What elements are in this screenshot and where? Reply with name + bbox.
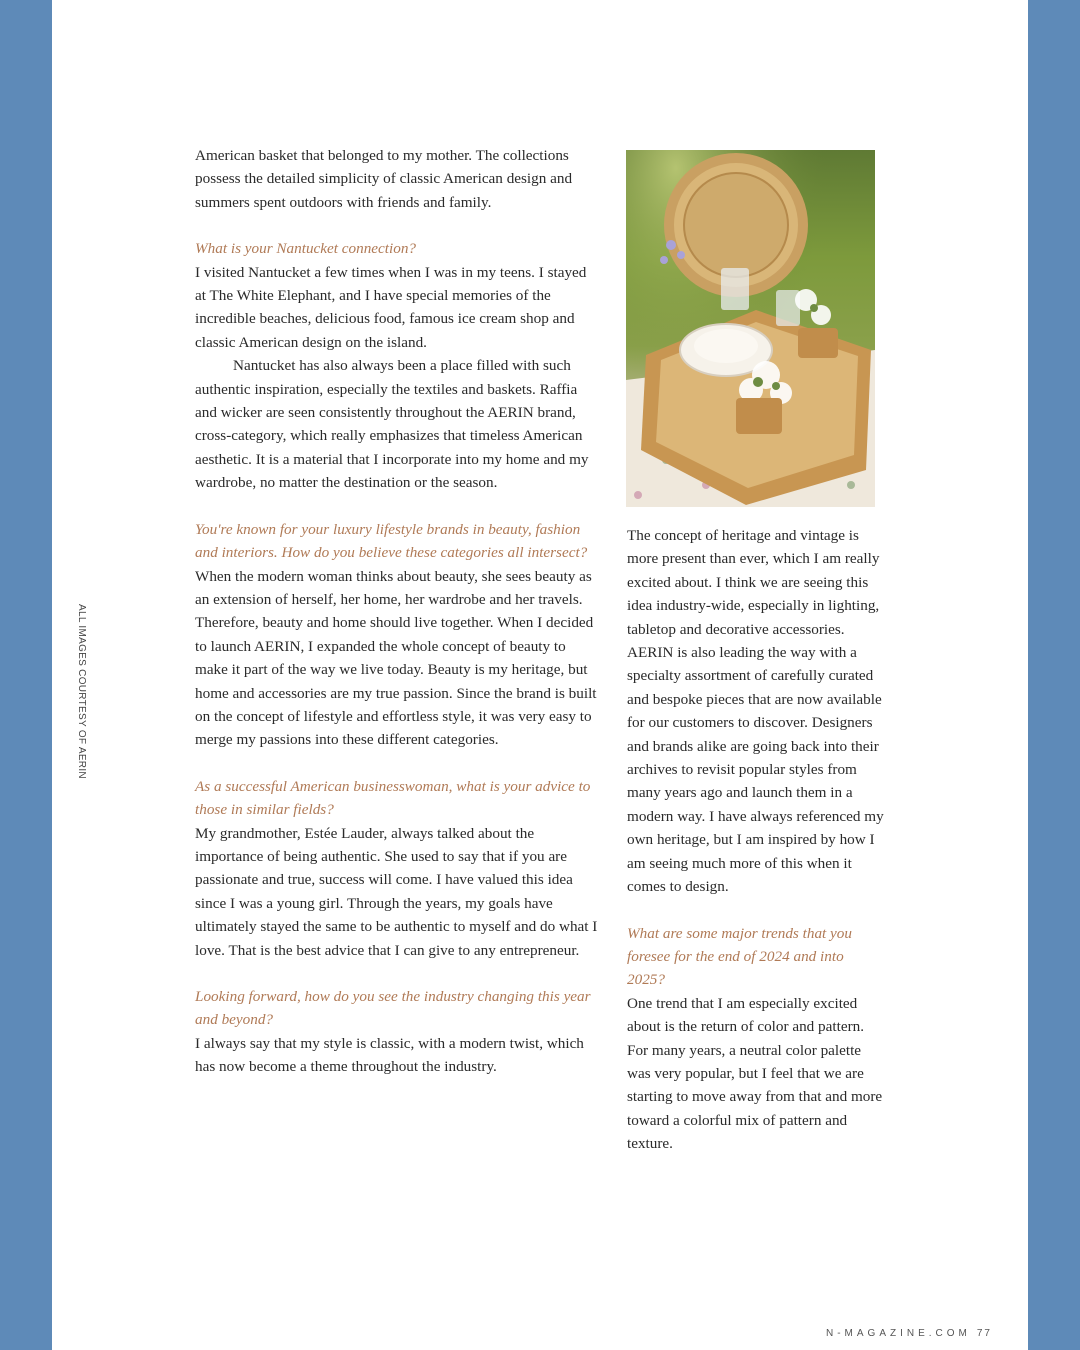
- question-trends: What are some major trends that you foresee for the end of 2024 and into 2025?: [627, 924, 852, 989]
- photo-credit: ALL IMAGES COURTESY OF AERIN: [76, 604, 87, 779]
- answer-trends: One trend that I am especially excited about is the return of color and pattern. For many years, a neutral color palette was very popular, but I feel that we are starting to move away from that and more toward a colorful mix of pattern and texture.: [627, 994, 883, 1153]
- page-number: 77: [976, 1328, 992, 1339]
- intro-paragraph: American basket that belonged to my mother. The collections possess the detailed simplicity of classic American design and summers spent outdoors with friends and family.: [195, 147, 573, 211]
- answer-categories: When the modern woman thinks about beauty, she sees beauty as an extension of herself, her home, her wardrobe and her travels. Therefore, beauty and home should live together. When I decided to launch AERIN, I expanded the whole concept of beauty to make it part of the way we live today. Beauty is my heritage, but home and accessories are my true passion. Since the brand is built on the concept of lifestyle and effortless style, it was very easy to merge my passions into these different categories.: [195, 567, 597, 749]
- tabletop-photo: [626, 150, 875, 507]
- answer-advice: My grandmother, Estée Lauder, always talked about the importance of being authentic. She used to say that if you are passionate and true, success will come. I have valued this idea since I was a young girl. Through the years, my goals have ultimately stayed the same to be authentic to myself and do what I love. That is the best advice that I can give to any entrepreneur.: [195, 824, 598, 959]
- page-footer: [826, 1328, 992, 1339]
- question-industry: Looking forward, how do you see the industry changing this year and beyond?: [195, 988, 591, 1029]
- answer-industry: I always say that my style is classic, with a modern twist, which has now become a theme throughout the industry.: [195, 1034, 584, 1076]
- answer-nantucket-1: I visited Nantucket a few times when I was in my teens. I stayed at The White Elephant, and I have special memories of the incredible beaches, delicious food, famous ice cream shop and classic American design on the island.: [195, 263, 587, 351]
- right-column: [627, 524, 885, 1156]
- answer-nantucket-2: Nantucket has also always been a place filled with such authentic inspiration, especially the textiles and baskets. Raffia and wicker are seen consistently throughout the AERIN brand, cross-category, which really emphasizes that timeless American aesthetic. It is a material that I incorporate into my home and my wardrobe, no matter the destination or the season.: [195, 357, 589, 492]
- left-column: [195, 144, 600, 1079]
- question-nantucket: What is your Nantucket connection?: [195, 240, 417, 258]
- question-advice: As a successful American businesswoman, what is your advice to those in similar fields?: [195, 777, 591, 819]
- question-categories: You're known for your luxury lifestyle brands in beauty, fashion and interiors. How do you believe these categories all intersect?: [195, 520, 588, 562]
- site-url[interactable]: N-MAGAZINE.COM: [825, 1328, 971, 1339]
- answer-industry-continued: The concept of heritage and vintage is more present than ever, which I am really excited about. I think we are seeing this idea industry-wide, especially in lighting, tabletop and decorative accessories. AERIN is also leading the way with a specialty assortment of carefully curated and bespoke pieces that are now available for our customers to discover. Designers and brands alike are going back into their archives to revisit popular styles from many years ago and launch them in a modern way. I have always referenced my own heritage, but I am inspired by how I am seeing much more of this when it comes to design.: [627, 527, 884, 896]
